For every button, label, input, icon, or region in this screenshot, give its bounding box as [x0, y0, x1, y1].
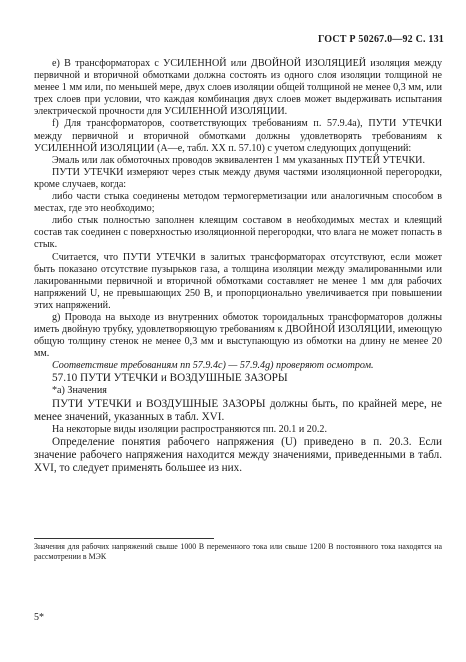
paragraph-either-1: либо части стыка соединены методом термогерметизации или аналогичным способом в местах, где это необходимо;: [34, 191, 442, 215]
paragraph-compliance: Соответствие требованиям пп 57.9.4с) — 57.9.4g) проверяют осмотром.: [52, 360, 374, 372]
footnote-divider: [34, 538, 214, 539]
section-subheading: *а) Значения: [52, 385, 107, 397]
document-body: [34, 58, 442, 475]
paragraph-e: е) В трансформаторах с УСИЛЕННОЙ или ДВОЙНОЙ ИЗОЛЯЦИЕЙ изоляция между первичной и вторичной обмотками должна состоять из одного слоя изоляции толщиной не менее 1 мм или, по меньшей мере, двух слоев изоляции общей толщиной не менее 0,3 мм, или трех слоев при условии, что каждая комбинация двух слоев может выдерживать испытания электрической прочности для УСИЛЕННОЙ ИЗОЛЯЦИИ.: [34, 58, 442, 118]
paragraph-g: g) Провода на выходе из внутренних обмоток тороидальных трансформаторов должны иметь двойную трубку, удовлетворяющую требованиям к ДВОЙНОЙ ИЗОЛЯЦИИ, имеющую общую толщину стенок не менее 0,3 мм и выступающую из обмотки на длину не менее 20 мм.: [34, 311, 442, 360]
paragraph-f: f) Для трансформаторов, соответствующих требованиям п. 57.9.4а), ПУТИ УТЕЧКИ между первичной и вторичной обмотками должны удовлетворять требованиям к УСИЛЕННОЙ ИЗОЛЯЦИИ (А—е, табл. XX п. 57.10) с учетом следующих допущений:: [34, 118, 442, 154]
section-paragraph-2: На некоторые виды изоляции распространяются пп. 20.1 и 20.2.: [52, 423, 327, 435]
paragraph-potted: Считается, что ПУТИ УТЕЧКИ в залитых трансформаторах отсутствуют, если может быть показано отсутствие пузырьков газа, а толщина изоляции между эмалированными или лакированными первичной и вторичной обмотками составляет не менее 1 мм для рабочих напряжений U, не превышающих 250 В, и пропорционально увеличивается при повышении этих напряжений.: [34, 251, 442, 311]
paragraph-enamel: Эмаль или лак обмоточных проводов эквивалентен 1 мм указанных ПУТЕЙ УТЕЧКИ.: [52, 154, 425, 166]
footnote: Значения для рабочих напряжений свыше 1000 В переменного тока или свыше 1200 В постоянного тока находятся на рассмотрении в МЭК: [34, 542, 442, 561]
section-title: 57.10 ПУТИ УТЕЧКИ и ВОЗДУШНЫЕ ЗАЗОРЫ: [52, 372, 288, 385]
section-paragraph-3: Определение понятия рабочего напряжения (U) приведено в п. 20.3. Если значение рабочего напряжения находится между значениями, приведенными в табл. XVI, то следует применять большее из них.: [34, 435, 442, 474]
section-paragraph-1: ПУТИ УТЕЧКИ и ВОЗДУШНЫЕ ЗАЗОРЫ должны быть, по крайней мере, не менее значений, указанных в табл. XVI.: [34, 397, 442, 423]
paragraph-either-2: либо стык полностью заполнен клеящим составом в необходимых местах и клеящий состав так соединен с поверхностью изоляционной перегородки, что влага не может попасть в стык.: [34, 215, 442, 251]
page-header: ГОСТ Р 50267.0—92 С. 131: [317, 34, 444, 45]
page-signature: 5*: [34, 612, 44, 623]
paragraph-creepage-measure: ПУТИ УТЕЧКИ измеряют через стык между двумя частями изоляционной перегородки, кроме случаев, когда:: [34, 166, 442, 190]
